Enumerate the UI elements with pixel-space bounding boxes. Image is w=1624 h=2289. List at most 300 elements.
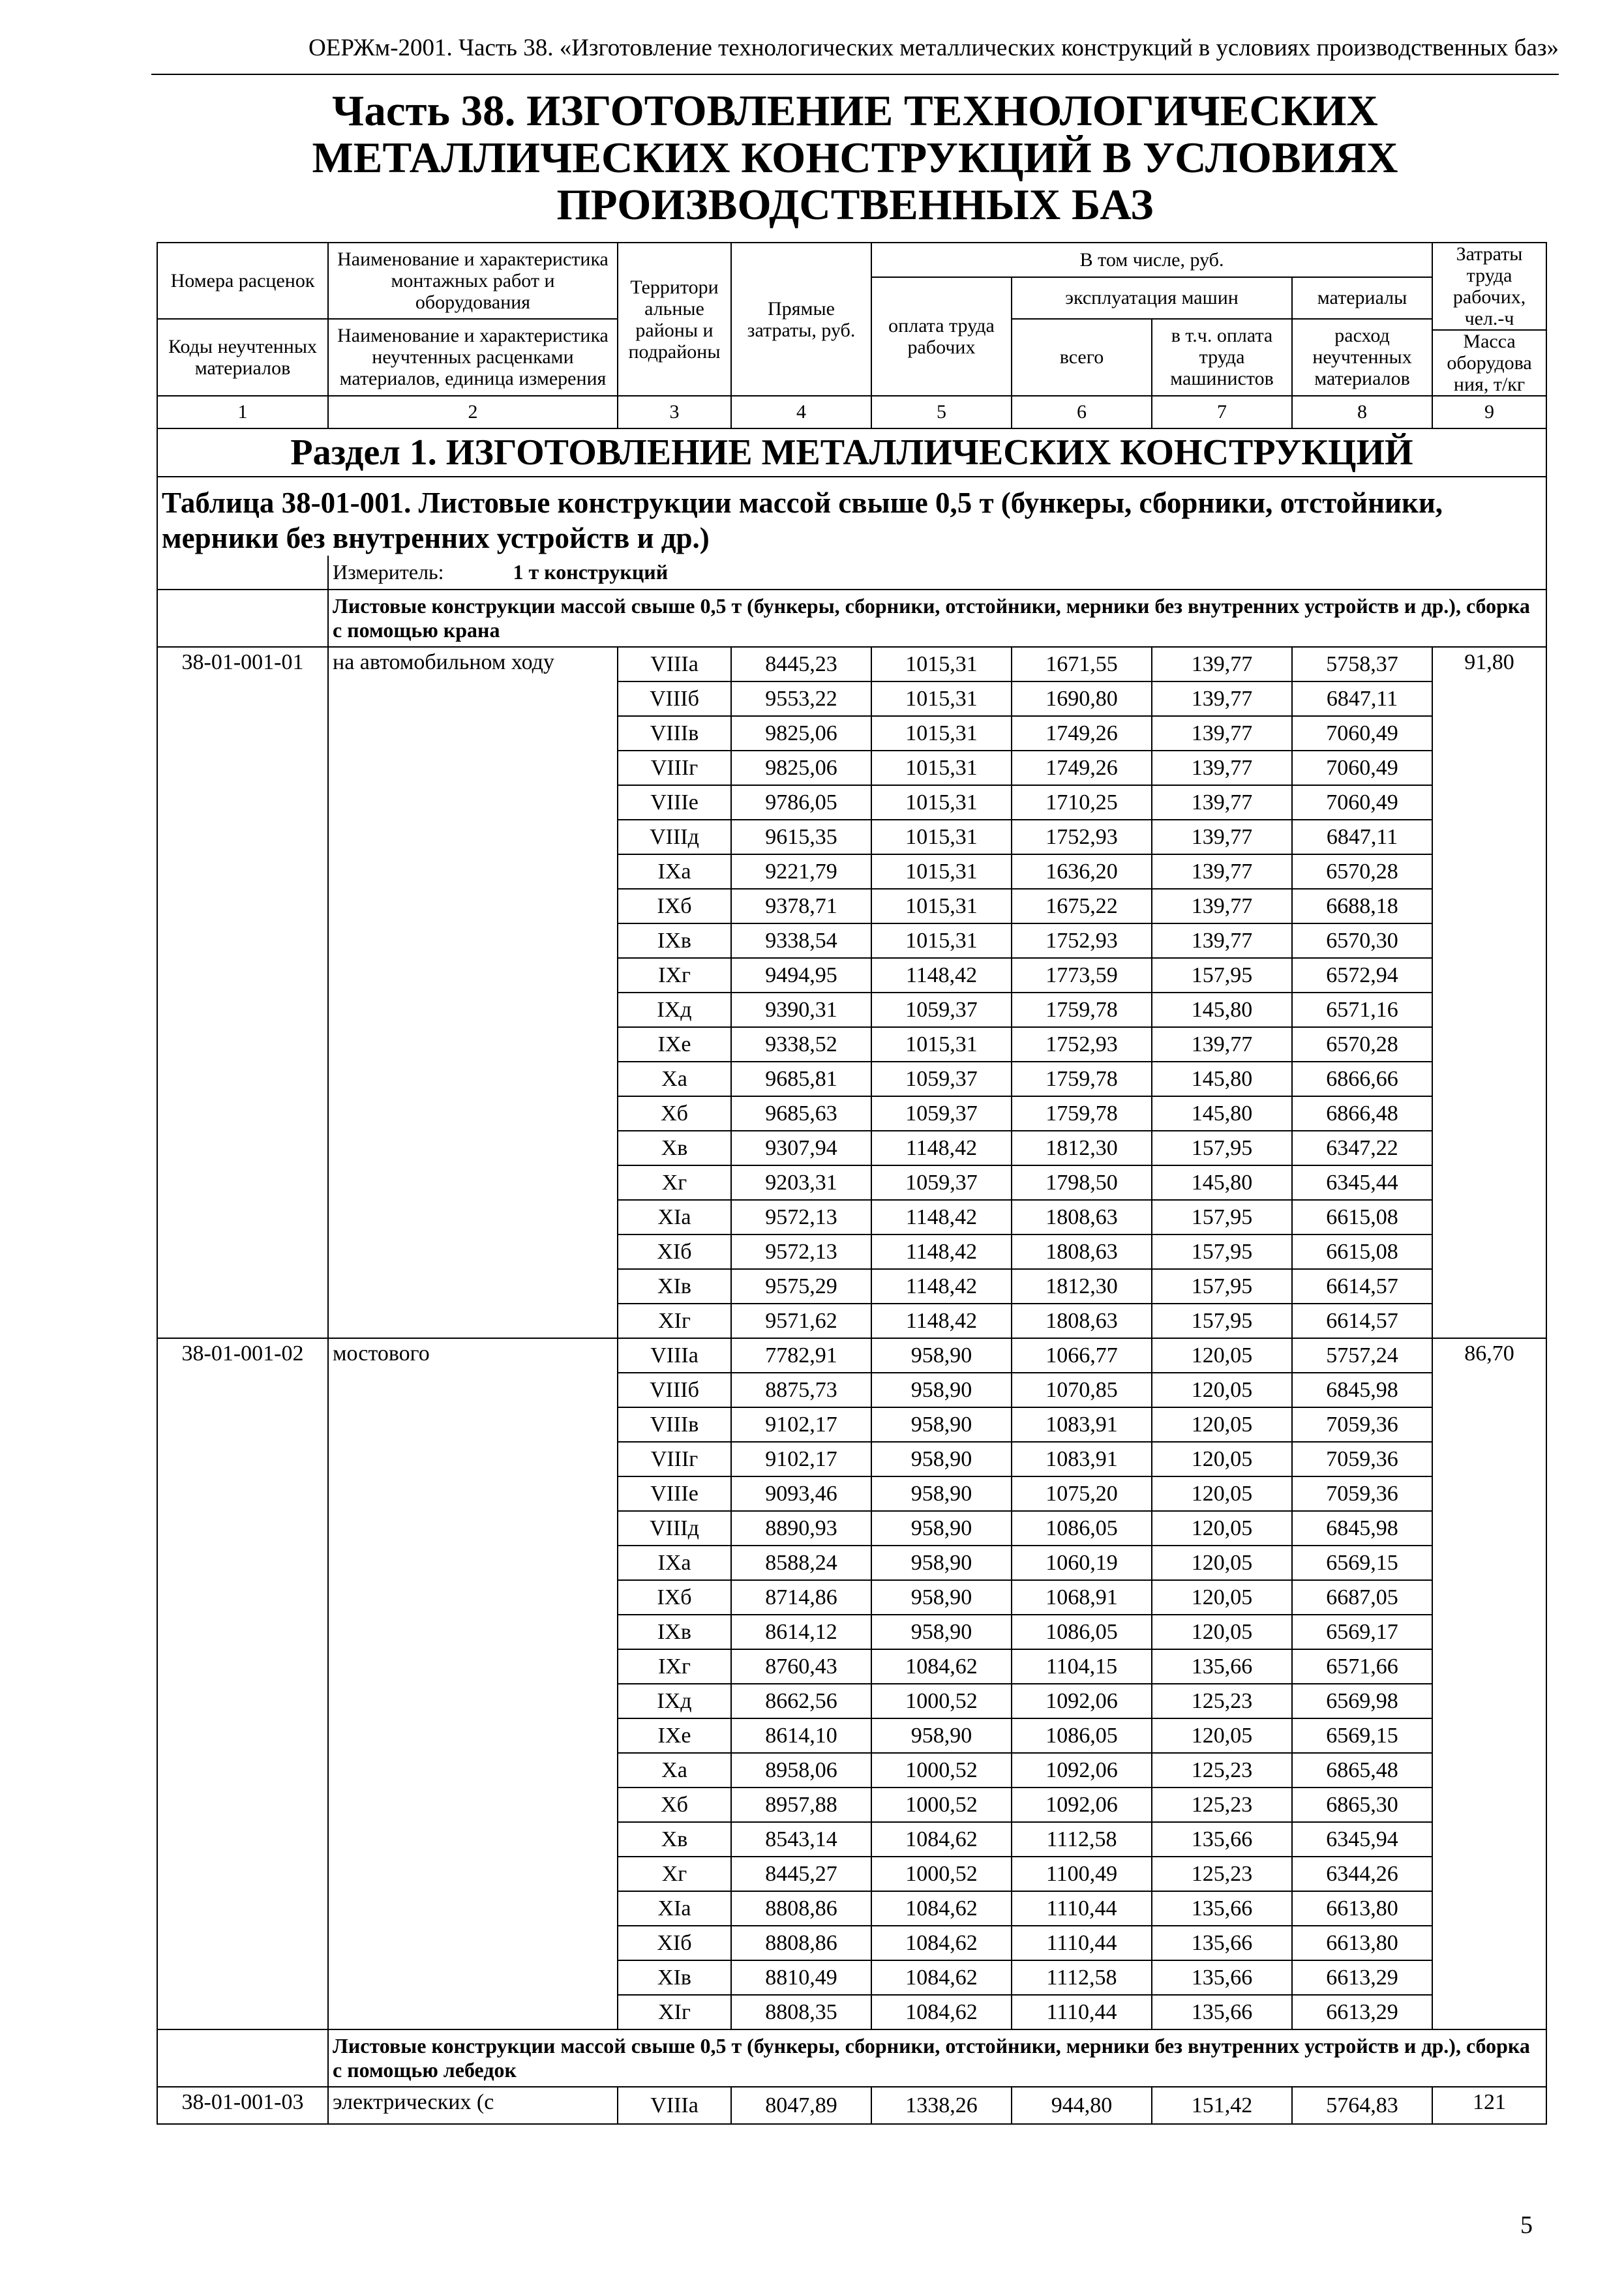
materials-cell: 6845,98: [1292, 1511, 1432, 1546]
operator-wages-cell: 157,95: [1152, 958, 1292, 993]
wages-cell: 958,90: [871, 1580, 1012, 1615]
direct-cost-cell: 9575,29: [731, 1269, 871, 1304]
operator-wages-cell: 135,66: [1152, 1891, 1292, 1926]
operator-wages-cell: 145,80: [1152, 1165, 1292, 1200]
operator-wages-cell: 120,05: [1152, 1511, 1292, 1546]
machines-total-cell: 1812,30: [1012, 1269, 1152, 1304]
materials-cell: 6572,94: [1292, 958, 1432, 993]
wages-cell: 958,90: [871, 1442, 1012, 1476]
territory-cell: XIа: [618, 1891, 731, 1926]
direct-cost-cell: 8875,73: [731, 1373, 871, 1407]
page-number: 5: [1520, 2211, 1533, 2239]
wages-cell: 1015,31: [871, 647, 1012, 681]
column-number: 5: [871, 396, 1012, 428]
territory-cell: IXд: [618, 1684, 731, 1718]
operator-wages-cell: 151,42: [1152, 2087, 1292, 2124]
wages-cell: 1059,37: [871, 993, 1012, 1027]
direct-cost-cell: 9685,63: [731, 1096, 871, 1131]
territory-cell: XIб: [618, 1926, 731, 1960]
territory-cell: VIIIг: [618, 751, 731, 785]
machines-total-cell: 1798,50: [1012, 1165, 1152, 1200]
wages-cell: 958,90: [871, 1373, 1012, 1407]
wages-cell: 1000,52: [871, 1684, 1012, 1718]
operator-wages-cell: 145,80: [1152, 1062, 1292, 1096]
machines-total-cell: 1675,22: [1012, 889, 1152, 923]
materials-cell: 6865,30: [1292, 1788, 1432, 1822]
machines-total-cell: 1110,44: [1012, 1995, 1152, 2029]
operator-wages-cell: 139,77: [1152, 716, 1292, 751]
wages-cell: 958,90: [871, 1718, 1012, 1753]
direct-cost-cell: 9102,17: [731, 1442, 871, 1476]
operator-wages-cell: 120,05: [1152, 1615, 1292, 1649]
col-header-codes-bottom: Коды неучтенных материалов: [157, 319, 328, 396]
col-header-operator-wages: в т.ч. оплата труда машинистов: [1152, 319, 1292, 396]
territory-cell: XIв: [618, 1269, 731, 1304]
materials-cell: 6845,98: [1292, 1373, 1432, 1407]
machines-total-cell: 1752,93: [1012, 1027, 1152, 1062]
direct-cost-cell: 9615,35: [731, 820, 871, 854]
operator-wages-cell: 139,77: [1152, 820, 1292, 854]
territory-cell: VIIIг: [618, 1442, 731, 1476]
table-row: [157, 2087, 1546, 2124]
operator-wages-cell: 120,05: [1152, 1442, 1292, 1476]
territory-cell: IXе: [618, 1718, 731, 1753]
header-rule: [151, 74, 1559, 75]
territory-cell: XIа: [618, 1200, 731, 1234]
wages-cell: 1084,62: [871, 1926, 1012, 1960]
operator-wages-cell: 139,77: [1152, 1027, 1292, 1062]
materials-cell: 6345,44: [1292, 1165, 1432, 1200]
territory-cell: IXа: [618, 854, 731, 889]
territory-cell: VIIIе: [618, 785, 731, 820]
wages-cell: 1084,62: [871, 1995, 1012, 2029]
machines-total-cell: 1671,55: [1012, 647, 1152, 681]
wages-cell: 1084,62: [871, 1960, 1012, 1995]
materials-cell: 6613,29: [1292, 1995, 1432, 2029]
machines-total-cell: 1808,63: [1012, 1234, 1152, 1269]
operator-wages-cell: 139,77: [1152, 647, 1292, 681]
wages-cell: 1059,37: [871, 1165, 1012, 1200]
direct-cost-cell: 9553,22: [731, 681, 871, 716]
materials-cell: 6613,80: [1292, 1926, 1432, 1960]
materials-cell: 7059,36: [1292, 1442, 1432, 1476]
machines-total-cell: 1100,49: [1012, 1857, 1152, 1891]
wages-cell: 1148,42: [871, 958, 1012, 993]
territory-cell: Xв: [618, 1131, 731, 1165]
section-title: Раздел 1. ИЗГОТОВЛЕНИЕ МЕТАЛЛИЧЕСКИХ КОНСТРУКЦИЙ: [157, 428, 1546, 477]
column-number: 7: [1152, 396, 1292, 428]
materials-cell: 6847,11: [1292, 820, 1432, 854]
measure-value: 1 т конструкций: [513, 560, 669, 584]
territory-cell: VIIIа: [618, 2087, 731, 2124]
territory-cell: XIб: [618, 1234, 731, 1269]
direct-cost-cell: 8714,86: [731, 1580, 871, 1615]
operator-wages-cell: 157,95: [1152, 1269, 1292, 1304]
operator-wages-cell: 120,05: [1152, 1338, 1292, 1373]
operator-wages-cell: 145,80: [1152, 993, 1292, 1027]
measure-label: Измеритель:: [333, 560, 444, 584]
materials-cell: 6614,57: [1292, 1269, 1432, 1304]
rate-code: 38-01-001-02: [157, 1338, 328, 2029]
wages-cell: 1148,42: [871, 1200, 1012, 1234]
operator-wages-cell: 157,95: [1152, 1234, 1292, 1269]
materials-cell: 7059,36: [1292, 1407, 1432, 1442]
direct-cost-cell: 9786,05: [731, 785, 871, 820]
direct-cost-cell: 9338,52: [731, 1027, 871, 1062]
territory-cell: Xа: [618, 1062, 731, 1096]
operator-wages-cell: 120,05: [1152, 1373, 1292, 1407]
territory-cell: XIг: [618, 1995, 731, 2029]
wages-cell: 1148,42: [871, 1131, 1012, 1165]
operator-wages-cell: 157,95: [1152, 1131, 1292, 1165]
wages-cell: 1015,31: [871, 1027, 1012, 1062]
territory-cell: XIв: [618, 1960, 731, 1995]
territory-cell: IXг: [618, 958, 731, 993]
machines-total-cell: 1083,91: [1012, 1407, 1152, 1442]
operator-wages-cell: 120,05: [1152, 1407, 1292, 1442]
direct-cost-cell: 7782,91: [731, 1338, 871, 1373]
territory-cell: VIIIе: [618, 1476, 731, 1511]
direct-cost-cell: 8957,88: [731, 1788, 871, 1822]
wages-cell: 1084,62: [871, 1649, 1012, 1684]
operator-wages-cell: 157,95: [1152, 1304, 1292, 1338]
wages-cell: 1059,37: [871, 1096, 1012, 1131]
labor-cost: 121: [1432, 2087, 1546, 2124]
wages-cell: 1000,52: [871, 1753, 1012, 1788]
operator-wages-cell: 139,77: [1152, 889, 1292, 923]
territory-cell: IXв: [618, 1615, 731, 1649]
wages-cell: 1338,26: [871, 2087, 1012, 2124]
wages-cell: 1015,31: [871, 854, 1012, 889]
territory-cell: VIIIд: [618, 820, 731, 854]
materials-cell: 6688,18: [1292, 889, 1432, 923]
direct-cost-cell: 9572,13: [731, 1200, 871, 1234]
machines-total-cell: 1759,78: [1012, 1062, 1152, 1096]
territory-cell: Xг: [618, 1165, 731, 1200]
direct-cost-cell: 8958,06: [731, 1753, 871, 1788]
rates-table: [157, 242, 1547, 2125]
territory-cell: IXа: [618, 1546, 731, 1580]
materials-cell: 6570,28: [1292, 1027, 1432, 1062]
column-number: 2: [328, 396, 618, 428]
wages-cell: 1148,42: [871, 1234, 1012, 1269]
operator-wages-cell: 139,77: [1152, 751, 1292, 785]
table-row: [157, 647, 1546, 681]
machines-total-cell: 1083,91: [1012, 1442, 1152, 1476]
materials-cell: 6614,57: [1292, 1304, 1432, 1338]
group-description-spacer: [157, 590, 328, 647]
machines-total-cell: 944,80: [1012, 2087, 1152, 2124]
operator-wages-cell: 145,80: [1152, 1096, 1292, 1131]
territory-cell: VIIIб: [618, 681, 731, 716]
wages-cell: 1084,62: [871, 1891, 1012, 1926]
machines-total-cell: 1092,06: [1012, 1753, 1152, 1788]
territory-cell: VIIIа: [618, 1338, 731, 1373]
col-header-machines-total: всего: [1012, 319, 1152, 396]
direct-cost-cell: 9221,79: [731, 854, 871, 889]
wages-cell: 1015,31: [871, 681, 1012, 716]
group-description: Листовые конструкции массой свыше 0,5 т (бункеры, сборники, отстойники, мерники без внутренних устройств и др.), сборка с помощью крана: [328, 590, 1546, 647]
direct-cost-cell: 8662,56: [731, 1684, 871, 1718]
operator-wages-cell: 120,05: [1152, 1476, 1292, 1511]
materials-cell: 6615,08: [1292, 1234, 1432, 1269]
labor-cost: 91,80: [1432, 647, 1546, 1338]
materials-cell: 5764,83: [1292, 2087, 1432, 2124]
operator-wages-cell: 135,66: [1152, 1649, 1292, 1684]
territory-cell: VIIIв: [618, 1407, 731, 1442]
machines-total-cell: 1104,15: [1012, 1649, 1152, 1684]
operator-wages-cell: 125,23: [1152, 1753, 1292, 1788]
direct-cost-cell: 9093,46: [731, 1476, 871, 1511]
col-header-unaccounted-materials: расход неучтенных материалов: [1292, 319, 1432, 396]
materials-cell: 6569,15: [1292, 1718, 1432, 1753]
territory-cell: IXб: [618, 889, 731, 923]
machines-total-cell: 1092,06: [1012, 1684, 1152, 1718]
machines-total-cell: 1752,93: [1012, 820, 1152, 854]
direct-cost-cell: 8047,89: [731, 2087, 871, 2124]
direct-cost-cell: 8614,10: [731, 1718, 871, 1753]
machines-total-cell: 1690,80: [1012, 681, 1152, 716]
materials-cell: 6569,98: [1292, 1684, 1432, 1718]
direct-cost-cell: 8890,93: [731, 1511, 871, 1546]
materials-cell: 6613,29: [1292, 1960, 1432, 1995]
wages-cell: 958,90: [871, 1511, 1012, 1546]
group-description-row: [157, 2029, 1546, 2087]
col-header-including: В том числе, руб.: [871, 243, 1432, 277]
wages-cell: 1059,37: [871, 1062, 1012, 1096]
operator-wages-cell: 139,77: [1152, 923, 1292, 958]
machines-total-cell: 1749,26: [1012, 751, 1152, 785]
materials-cell: 6344,26: [1292, 1857, 1432, 1891]
running-header: ОЕРЖм-2001. Часть 38. «Изготовление технологических металлических конструкций в условиях производственных баз»: [308, 35, 1559, 61]
territory-cell: IXд: [618, 993, 731, 1027]
measure-row: [328, 556, 1546, 590]
direct-cost-cell: 8445,27: [731, 1857, 871, 1891]
materials-cell: 6613,80: [1292, 1891, 1432, 1926]
machines-total-cell: 1749,26: [1012, 716, 1152, 751]
machines-total-cell: 1060,19: [1012, 1546, 1152, 1580]
measure-spacer: [157, 556, 328, 590]
labor-cost: 86,70: [1432, 1338, 1546, 2029]
direct-cost-cell: 8760,43: [731, 1649, 871, 1684]
machines-total-cell: 1086,05: [1012, 1511, 1152, 1546]
territory-cell: IXг: [618, 1649, 731, 1684]
column-number: 9: [1432, 396, 1546, 428]
table-body: [157, 590, 1546, 2124]
operator-wages-cell: 135,66: [1152, 1995, 1292, 2029]
work-name: мостового: [328, 1338, 618, 2029]
materials-cell: 6615,08: [1292, 1200, 1432, 1234]
materials-cell: 6570,30: [1292, 923, 1432, 958]
machines-total-cell: 1759,78: [1012, 993, 1152, 1027]
machines-total-cell: 1110,44: [1012, 1891, 1152, 1926]
machines-total-cell: 1808,63: [1012, 1304, 1152, 1338]
direct-cost-cell: 8808,86: [731, 1926, 871, 1960]
direct-cost-cell: 9338,54: [731, 923, 871, 958]
materials-cell: 6865,48: [1292, 1753, 1432, 1788]
territory-cell: Xб: [618, 1788, 731, 1822]
operator-wages-cell: 139,77: [1152, 854, 1292, 889]
col-header-name-bottom: Наименование и характеристика неучтенных расценками материалов, единица измерения: [328, 319, 618, 396]
direct-cost-cell: 8614,12: [731, 1615, 871, 1649]
machines-total-cell: 1759,78: [1012, 1096, 1152, 1131]
wages-cell: 1148,42: [871, 1269, 1012, 1304]
machines-total-cell: 1092,06: [1012, 1788, 1152, 1822]
table-header: [157, 243, 1546, 590]
wages-cell: 958,90: [871, 1615, 1012, 1649]
materials-cell: 6571,16: [1292, 993, 1432, 1027]
direct-cost-cell: 8543,14: [731, 1822, 871, 1857]
column-number: 1: [157, 396, 328, 428]
column-number: 4: [731, 396, 871, 428]
materials-cell: 6847,11: [1292, 681, 1432, 716]
machines-total-cell: 1773,59: [1012, 958, 1152, 993]
territory-cell: VIIIд: [618, 1511, 731, 1546]
direct-cost-cell: 9494,95: [731, 958, 871, 993]
territory-cell: VIIIв: [618, 716, 731, 751]
work-name: на автомобильном ходу: [328, 647, 618, 1338]
machines-total-cell: 1068,91: [1012, 1580, 1152, 1615]
wages-cell: 1015,31: [871, 923, 1012, 958]
territory-cell: Xв: [618, 1822, 731, 1857]
machines-total-cell: 1086,05: [1012, 1615, 1152, 1649]
materials-cell: 7060,49: [1292, 785, 1432, 820]
direct-cost-cell: 9307,94: [731, 1131, 871, 1165]
operator-wages-cell: 139,77: [1152, 785, 1292, 820]
wages-cell: 1015,31: [871, 889, 1012, 923]
wages-cell: 958,90: [871, 1407, 1012, 1442]
wages-cell: 1000,52: [871, 1788, 1012, 1822]
col-header-territory: Территори альные районы и подрайоны: [618, 243, 731, 396]
direct-cost-cell: 9571,62: [731, 1304, 871, 1338]
operator-wages-cell: 135,66: [1152, 1960, 1292, 1995]
part-title: [151, 87, 1559, 228]
machines-total-cell: 1636,20: [1012, 854, 1152, 889]
territory-cell: Xа: [618, 1753, 731, 1788]
materials-cell: 6569,17: [1292, 1615, 1432, 1649]
direct-cost-cell: 8588,24: [731, 1546, 871, 1580]
operator-wages-cell: 120,05: [1152, 1546, 1292, 1580]
part-title-line: МЕТАЛЛИЧЕСКИХ КОНСТРУКЦИЙ В УСЛОВИЯХ: [312, 134, 1398, 182]
part-title-line: ПРОИЗВОДСТВЕННЫХ БАЗ: [556, 181, 1154, 229]
direct-cost-cell: 9825,06: [731, 716, 871, 751]
direct-cost-cell: 8808,86: [731, 1891, 871, 1926]
materials-cell: 6347,22: [1292, 1131, 1432, 1165]
operator-wages-cell: 135,66: [1152, 1926, 1292, 1960]
operator-wages-cell: 125,23: [1152, 1788, 1292, 1822]
direct-cost-cell: 8808,35: [731, 1995, 871, 2029]
table-title: Таблица 38-01-001. Листовые конструкции массой свыше 0,5 т (бункеры, сборники, отстойники, мерники без внутренних устройств и др.): [157, 477, 1546, 556]
direct-cost-cell: 9685,81: [731, 1062, 871, 1096]
operator-wages-cell: 135,66: [1152, 1822, 1292, 1857]
territory-cell: IXе: [618, 1027, 731, 1062]
materials-cell: 6570,28: [1292, 854, 1432, 889]
territory-cell: XIг: [618, 1304, 731, 1338]
materials-cell: 6687,05: [1292, 1580, 1432, 1615]
operator-wages-cell: 125,23: [1152, 1857, 1292, 1891]
wages-cell: 1015,31: [871, 716, 1012, 751]
territory-cell: VIIIа: [618, 647, 731, 681]
table-row: [157, 1338, 1546, 1373]
part-title-line: Часть 38. ИЗГОТОВЛЕНИЕ ТЕХНОЛОГИЧЕСКИХ: [332, 87, 1378, 135]
territory-cell: Xб: [618, 1096, 731, 1131]
machines-total-cell: 1112,58: [1012, 1960, 1152, 1995]
group-description-row: [157, 590, 1546, 647]
materials-cell: 7060,49: [1292, 716, 1432, 751]
machines-total-cell: 1808,63: [1012, 1200, 1152, 1234]
wages-cell: 1084,62: [871, 1822, 1012, 1857]
column-number: 6: [1012, 396, 1152, 428]
group-description: Листовые конструкции массой свыше 0,5 т (бункеры, сборники, отстойники, мерники без внутренних устройств и др.), сборка с помощью лебедок: [328, 2029, 1546, 2087]
machines-total-cell: 1710,25: [1012, 785, 1152, 820]
wages-cell: 958,90: [871, 1546, 1012, 1580]
machines-total-cell: 1112,58: [1012, 1822, 1152, 1857]
operator-wages-cell: 120,05: [1152, 1718, 1292, 1753]
materials-cell: 6345,94: [1292, 1822, 1432, 1857]
direct-cost-cell: 8810,49: [731, 1960, 871, 1995]
col-header-name-top: Наименование и характеристика монтажных работ и оборудования: [328, 243, 618, 319]
direct-cost-cell: 9390,31: [731, 993, 871, 1027]
direct-cost-cell: 9203,31: [731, 1165, 871, 1200]
col-header-codes-top: Номера расценок: [157, 243, 328, 319]
materials-cell: 7060,49: [1292, 751, 1432, 785]
machines-total-cell: 1070,85: [1012, 1373, 1152, 1407]
work-name: электрических (с: [328, 2087, 618, 2124]
rate-code: 38-01-001-03: [157, 2087, 328, 2124]
direct-cost-cell: 8445,23: [731, 647, 871, 681]
direct-cost-cell: 9102,17: [731, 1407, 871, 1442]
machines-total-cell: 1075,20: [1012, 1476, 1152, 1511]
machines-total-cell: 1086,05: [1012, 1718, 1152, 1753]
wages-cell: 958,90: [871, 1476, 1012, 1511]
col-header-wages: оплата труда рабочих: [871, 277, 1012, 396]
territory-cell: VIIIб: [618, 1373, 731, 1407]
wages-cell: 958,90: [871, 1338, 1012, 1373]
col-header-direct-cost: Прямые затраты, руб.: [731, 243, 871, 396]
col-header-machines: эксплуатация машин: [1012, 277, 1292, 319]
territory-cell: IXб: [618, 1580, 731, 1615]
wages-cell: 1015,31: [871, 751, 1012, 785]
column-number: 8: [1292, 396, 1432, 428]
materials-cell: 6571,66: [1292, 1649, 1432, 1684]
rate-code: 38-01-001-01: [157, 647, 328, 1338]
materials-cell: 6866,66: [1292, 1062, 1432, 1096]
direct-cost-cell: 9825,06: [731, 751, 871, 785]
col-header-labor-top: Затраты труда рабочих, чел.-ч: [1432, 243, 1546, 330]
territory-cell: Xг: [618, 1857, 731, 1891]
wages-cell: 1015,31: [871, 820, 1012, 854]
materials-cell: 5757,24: [1292, 1338, 1432, 1373]
wages-cell: 1000,52: [871, 1857, 1012, 1891]
operator-wages-cell: 120,05: [1152, 1580, 1292, 1615]
territory-cell: IXв: [618, 923, 731, 958]
wages-cell: 1015,31: [871, 785, 1012, 820]
direct-cost-cell: 9572,13: [731, 1234, 871, 1269]
machines-total-cell: 1752,93: [1012, 923, 1152, 958]
materials-cell: 6569,15: [1292, 1546, 1432, 1580]
operator-wages-cell: 139,77: [1152, 681, 1292, 716]
machines-total-cell: 1110,44: [1012, 1926, 1152, 1960]
col-header-mass: Масса оборудова ния, т/кг: [1432, 330, 1546, 396]
operator-wages-cell: 125,23: [1152, 1684, 1292, 1718]
materials-cell: 6866,48: [1292, 1096, 1432, 1131]
materials-cell: 5758,37: [1292, 647, 1432, 681]
operator-wages-cell: 157,95: [1152, 1200, 1292, 1234]
machines-total-cell: 1066,77: [1012, 1338, 1152, 1373]
machines-total-cell: 1812,30: [1012, 1131, 1152, 1165]
direct-cost-cell: 9378,71: [731, 889, 871, 923]
column-number: 3: [618, 396, 731, 428]
